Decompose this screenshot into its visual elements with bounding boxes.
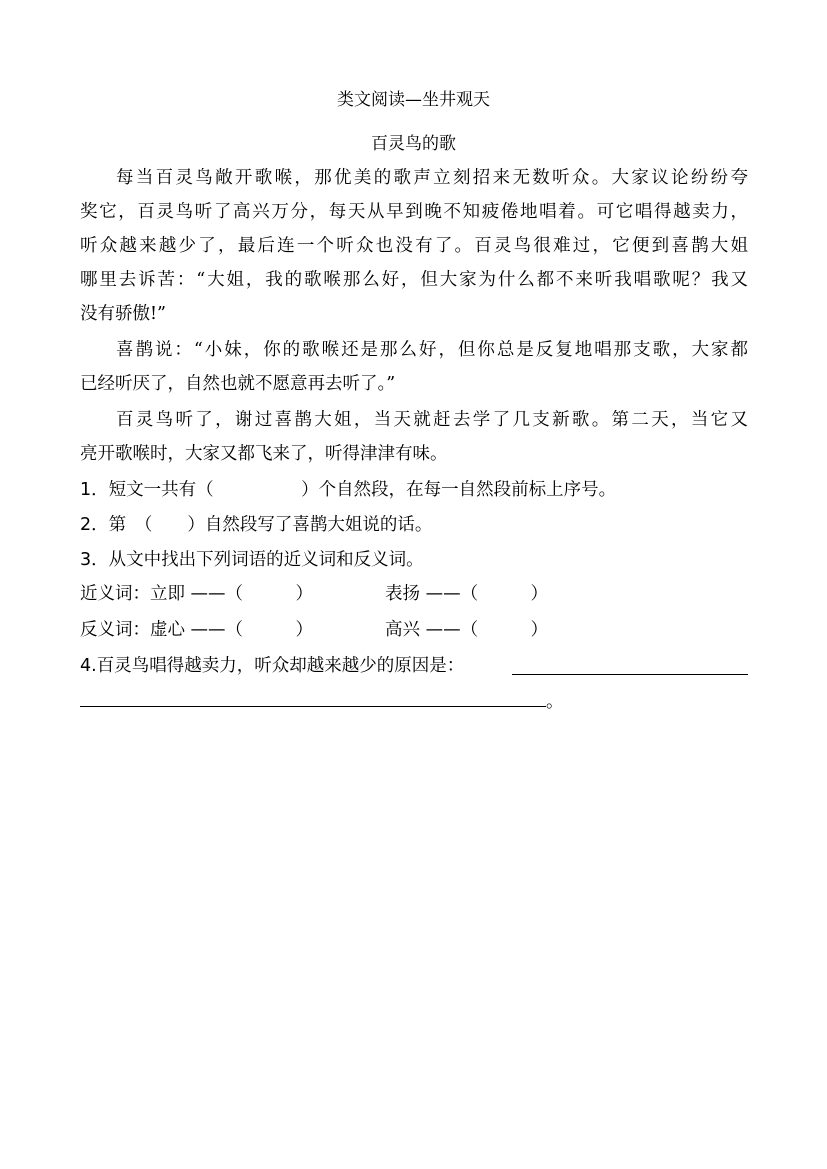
passage-line: 哪里去诉苦：“大姐，我的歌喉那么好，但大家为什么都不来听我唱歌呢？我又	[80, 270, 748, 290]
synonym-item-1: 近义词：立即 ——（ ）	[80, 584, 314, 604]
question-3: 3．从文中找出下列词语的近义词和反义词。	[80, 550, 424, 570]
passage-line: 百灵鸟听了，谢过喜鹊大姐，当天就赶去学了几支新歌。第二天，当它又	[116, 410, 748, 430]
passage-line: 没有骄傲!”	[80, 304, 166, 324]
passage-line: 每当百灵鸟敞开歌喉，那优美的歌声立刻招来无数听众。大家议论纷纷夸	[116, 168, 748, 188]
antonym-row	[80, 618, 748, 642]
question-4-continued	[80, 688, 748, 714]
passage-line: 亮开歌喉时，大家又都飞来了，听得津津有味。	[80, 444, 448, 464]
answer-line[interactable]	[80, 688, 546, 707]
question-4	[80, 654, 748, 678]
question-2: 2．第 （ ）自然段写了喜鹊大姐说的话。	[80, 515, 433, 535]
period: 。	[546, 692, 564, 712]
antonym-item-1: 反义词：虚心 ——（ ）	[80, 620, 314, 640]
passage-title: 百灵鸟的歌	[371, 134, 456, 154]
antonym-item-2: 高兴 ——（ ）	[385, 620, 549, 640]
document-title: 类文阅读—坐井观天	[337, 90, 490, 110]
passage-line: 听众越来越少了，最后连一个听众也没有了。百灵鸟很难过，它便到喜鹊大姐	[80, 236, 748, 256]
answer-line[interactable]	[512, 656, 748, 675]
synonym-item-2: 表扬 ——（ ）	[385, 584, 549, 604]
question-4-text: 4.百灵鸟唱得越卖力，听众却越来越少的原因是：	[80, 656, 465, 676]
passage-line: 已经听厌了，自然也就不愿意再去听了。”	[80, 374, 396, 394]
passage-line: 奖它，百灵鸟听了高兴万分，每天从早到晚不知疲倦地唱着。可它唱得越卖力，	[80, 202, 748, 222]
question-1: 1．短文一共有（ ）个自然段，在每一自然段前标上序号。	[80, 480, 617, 500]
passage-line: 喜鹊说：“小妹，你的歌喉还是那么好，但你总是反复地唱那支歌，大家都	[116, 340, 748, 360]
synonym-row	[80, 582, 748, 606]
